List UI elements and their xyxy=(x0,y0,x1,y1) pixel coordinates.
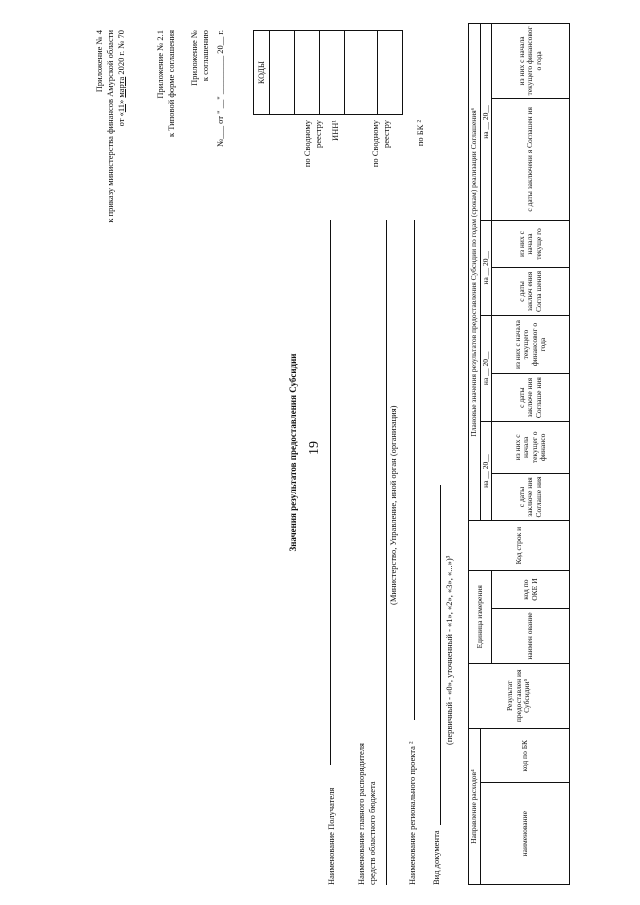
main-manager-label-2: средств областного бюджета xyxy=(367,781,377,885)
code-cell-4 xyxy=(345,31,378,115)
document-sheet xyxy=(10,10,630,895)
year2-from-date: с даты заключе ния Соглаше ния xyxy=(492,374,570,421)
col-row-code: Код строк и xyxy=(469,521,570,571)
doc-type-hint: (первичный - «0», уточненный - «1», «2», «3», «...»)³ xyxy=(444,555,454,745)
doc-type-line xyxy=(440,485,441,825)
year-4: на __ 20__ xyxy=(480,24,492,221)
document-title: Значения результатов предоставления Субсидии xyxy=(288,353,298,552)
ministry-hint: (Министерство, Управление, иной орган (организация) xyxy=(388,405,398,605)
code-cell-2 xyxy=(295,31,320,115)
year2-from-year: из них с начала текущего финансовог о года xyxy=(492,315,570,374)
year4-from-date: с даты заключени я Соглашен ия xyxy=(492,98,570,220)
inn-caption: ИНН¹ xyxy=(330,120,340,141)
svodny-caption-2: по Сводному реестру xyxy=(370,120,391,168)
appendix-line-1: Приложение № 4 xyxy=(94,30,104,93)
col-result: Результат предоставлен ия Субсидии⁵ xyxy=(469,663,570,729)
main-manager-line xyxy=(386,220,387,885)
col-unit-okei: код по ОКЕ И xyxy=(492,570,570,608)
recipient-label: Наименование Получателя xyxy=(326,787,336,885)
year1-from-date: с даты заключе ния Соглаше ния xyxy=(492,473,570,520)
year-2: на __ 20__ xyxy=(480,315,492,421)
col-planned: Плановые значения результатов предоставления Субсидии по годам (срокам) реализации Соглашения⁶ xyxy=(469,24,481,521)
col-unit: Единица измерения xyxy=(469,570,492,663)
year3-from-year: из них с начала текуще го xyxy=(492,220,570,267)
year4-from-year: из них с начала текущего финансовог о года xyxy=(492,24,570,99)
code-cell-3 xyxy=(320,31,345,115)
year3-from-date: с даты заключ ения Согла шения xyxy=(492,268,570,315)
col-name: наименование xyxy=(480,783,570,885)
main-manager-label-1: Наименование главного распорядителя xyxy=(356,743,366,885)
col-unit-name: наимен ование xyxy=(492,609,570,663)
codes-header: КОДЫ xyxy=(254,31,270,115)
appendix2-line-2: к Типовой форме соглашения xyxy=(166,30,176,138)
code-cell-5 xyxy=(378,31,403,115)
svodny-caption-1: по Сводному реестру xyxy=(302,120,323,168)
appendix-line-3: от «11» марта 2020 г. № 70 xyxy=(116,30,126,127)
bk-caption: по БК ² xyxy=(415,120,425,147)
regional-project-line xyxy=(414,220,415,720)
codes-table xyxy=(253,30,403,115)
code-cell-1 xyxy=(270,31,295,115)
col-direction: Направление расходов⁴ xyxy=(469,729,481,885)
appendix3-line-1: Приложение № xyxy=(189,30,199,86)
recipient-line xyxy=(330,220,331,765)
year-1: на __ 20__ xyxy=(480,421,492,520)
doc-type-label: Вид документа xyxy=(431,830,441,885)
col-code-bk: код по БК xyxy=(480,729,570,783)
regional-project-label: Наименование регионального проекта ² xyxy=(407,741,417,885)
appendix-header xyxy=(94,30,226,450)
year1-from-year: из них с начала текущег о финансо xyxy=(492,421,570,473)
year-3: на __ 20__ xyxy=(480,220,492,315)
page-number: 19 xyxy=(307,441,322,455)
appendix3-line-2: к соглашению xyxy=(200,30,210,82)
appendix-line-2: к приказу министерства финансов Амурской области xyxy=(105,30,115,223)
appendix3-line-3: №___ от " __" _________ 20__ г. xyxy=(215,30,225,147)
results-table xyxy=(468,23,570,885)
appendix2-line-1: Приложение № 2.1 xyxy=(155,30,165,99)
